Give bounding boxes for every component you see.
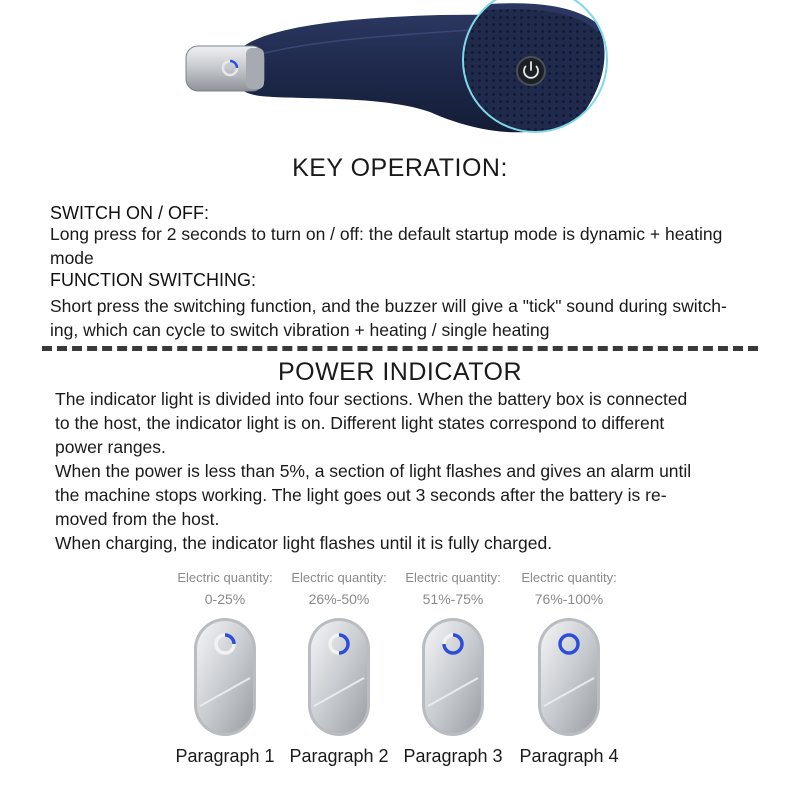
power-paragraph-3 [55, 531, 755, 555]
switch-on-off-description [50, 222, 780, 270]
power-line: power ranges. [55, 437, 166, 457]
indicator-level-2 [279, 570, 399, 780]
power-line: to the host, the indicator light is on. Different light states correspond to different [55, 413, 665, 433]
capsule-body [541, 621, 597, 733]
paragraph-label: Paragraph 3 [403, 746, 503, 766]
paragraph-label: Paragraph 4 [519, 746, 619, 766]
indicator-level-3 [393, 570, 513, 780]
switch-on-off-title: SWITCH ON / OFF: [50, 203, 209, 223]
power-line: When charging, the indicator light flashes until it is fully charged. [55, 533, 553, 553]
key-operation-heading: KEY OPERATION: [292, 154, 508, 182]
electric-quantity-range: 26%-50% [308, 591, 370, 607]
electric-quantity-range: 76%-100% [534, 591, 604, 607]
function-switching-title: FUNCTION SWITCHING: [50, 270, 256, 290]
capsule-body [425, 621, 481, 733]
indicator-level-4 [509, 570, 629, 780]
electric-quantity-label: Electric quantity: [177, 570, 273, 585]
electric-quantity-range: 0-25% [204, 591, 246, 607]
power-line: moved from the host. [55, 509, 220, 529]
power-paragraph-1 [55, 387, 755, 459]
electric-quantity-range: 51%-75% [422, 591, 484, 607]
capsule-body [311, 621, 367, 733]
power-paragraph-2 [55, 459, 755, 531]
paragraph-label: Paragraph 2 [289, 746, 389, 766]
indicator-level-1 [165, 570, 285, 780]
power-indicator-heading: POWER INDICATOR [277, 358, 523, 386]
electric-quantity-label: Electric quantity: [405, 570, 501, 585]
function-switching-description [50, 294, 780, 342]
ring-indicator-icon [536, 616, 602, 738]
power-line: When the power is less than 5%, a section of light flashes and gives an alarm until [55, 461, 692, 481]
power-icon [517, 57, 545, 85]
ring-indicator-icon [420, 616, 486, 738]
battery-box [186, 46, 264, 91]
switch-desc-line: mode [50, 248, 94, 268]
ring-indicator-icon [306, 616, 372, 738]
function-desc-line: ing, which can cycle to switch vibration + heating / single heating [50, 320, 550, 340]
electric-quantity-label: Electric quantity: [521, 570, 617, 585]
function-desc-line: Short press the switching function, and the buzzer will give a "tick" sound during switch- [50, 296, 727, 316]
capsule-body [197, 621, 253, 733]
electric-quantity-label: Electric quantity: [291, 570, 387, 585]
switch-desc-line: Long press for 2 seconds to turn on / off: the default startup mode is dynamic + heating [50, 224, 723, 244]
power-line: The indicator light is divided into four sections. When the battery box is connected [55, 389, 688, 409]
power-line: the machine stops working. The light goes out 3 seconds after the battery is re- [55, 485, 667, 505]
eye-mask-image [0, 0, 800, 150]
ring-indicator-icon [192, 616, 258, 738]
dashed-divider [42, 346, 758, 351]
paragraph-label: Paragraph 1 [175, 746, 275, 766]
